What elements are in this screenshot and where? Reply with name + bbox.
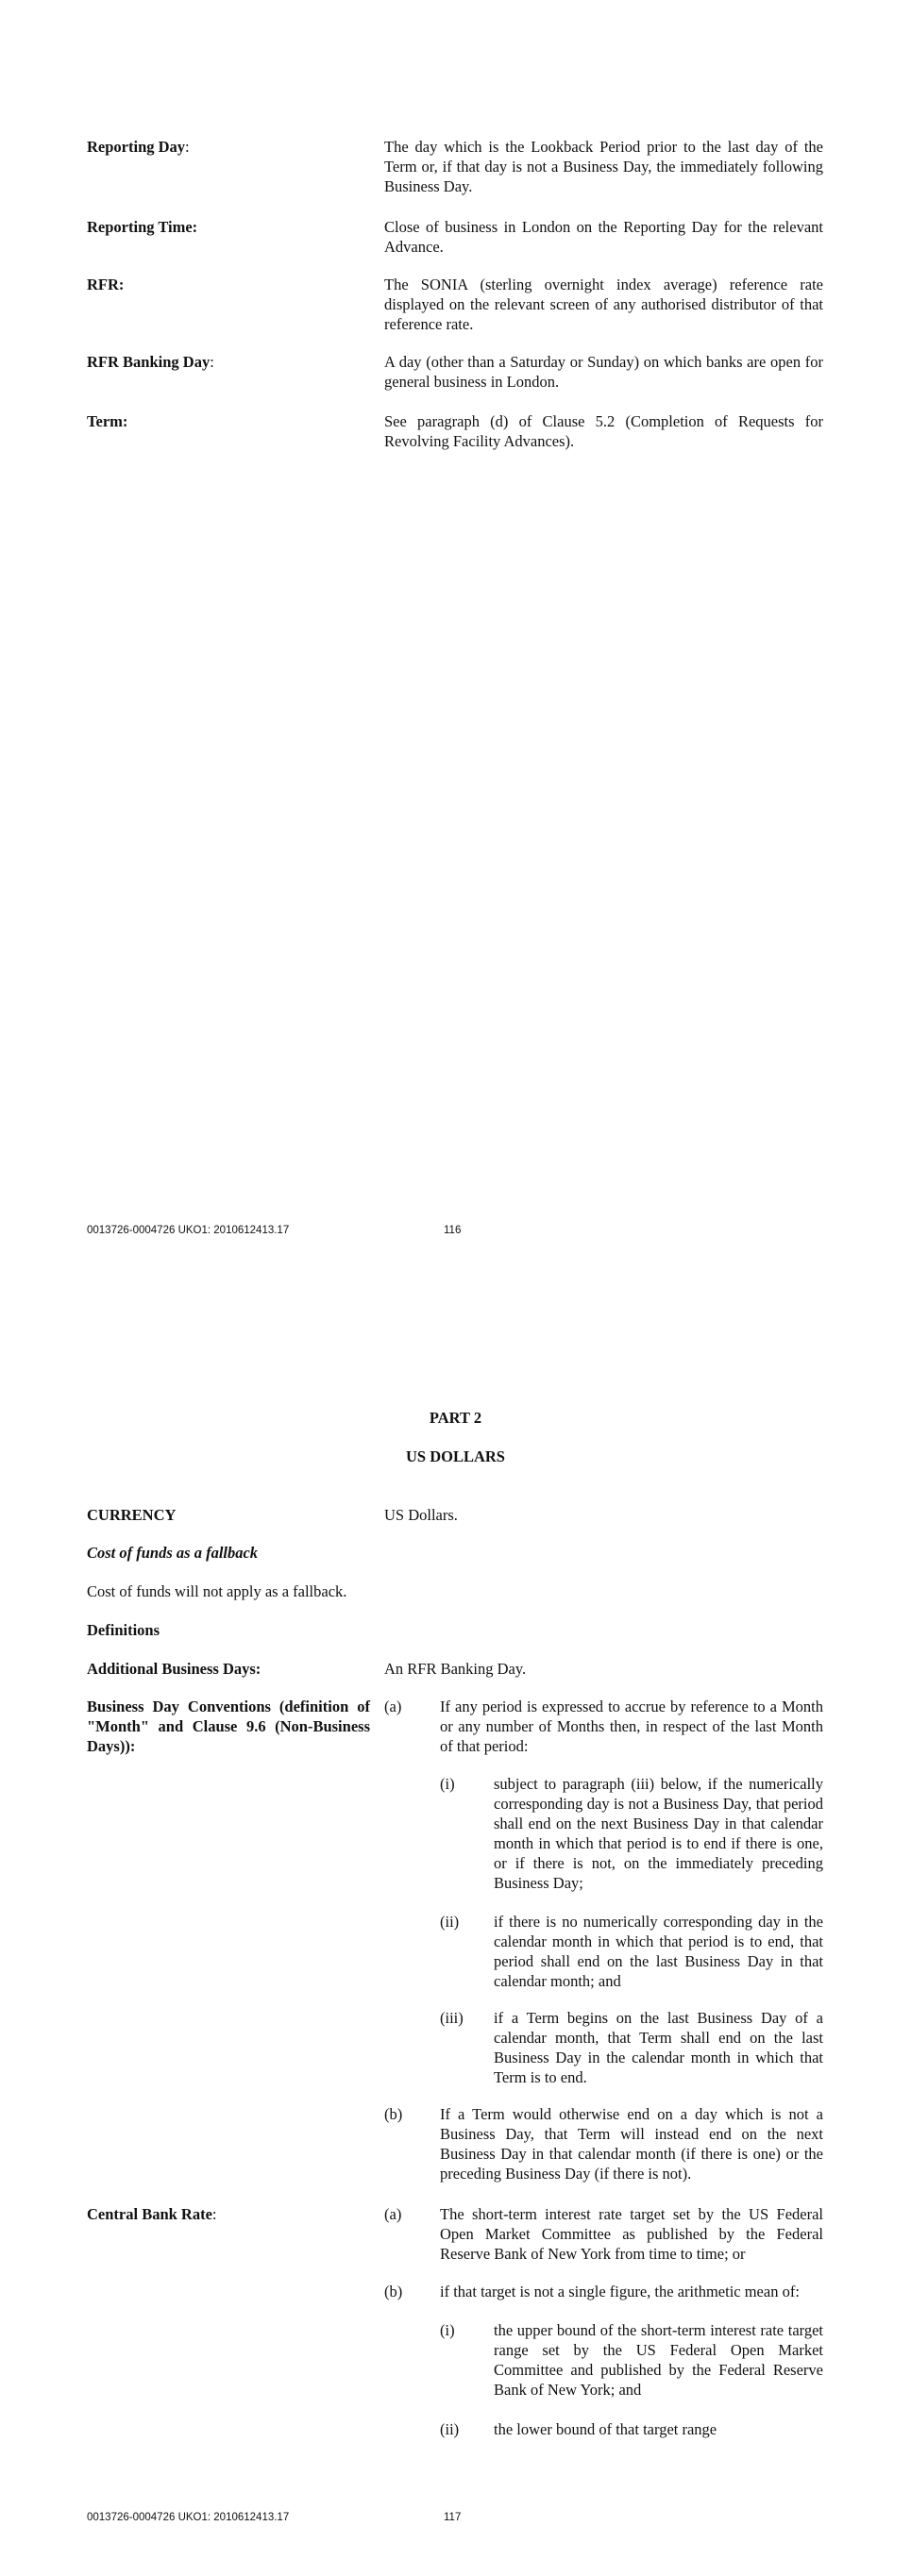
- paragraph-label: (a): [384, 1698, 402, 1715]
- term-label: Central Bank Rate:: [87, 2205, 217, 2223]
- subparagraph-text: if there is no numerically corresponding day in the calendar month in which that period is to end, that period shall end on the last Business Day in that calendar month; and: [494, 1913, 823, 1990]
- paragraph-text: The short-term interest rate target set by the US Federal Open Market Committee as published by the Federal Reserve Bank of New York from time to time; or: [440, 2205, 823, 2263]
- subparagraph-text: if a Term begins on the last Business Day of a calendar month, that Term shall end on the last Business Day in the calendar month in which that Term is to end.: [494, 2009, 823, 2086]
- term-label: Term:: [87, 412, 128, 430]
- cost-of-funds-text: Cost of funds will not apply as a fallback.: [87, 1582, 347, 1600]
- term-label: RFR:: [87, 276, 125, 293]
- definition-text: A day (other than a Saturday or Sunday) on which banks are open for general business in London.: [384, 353, 823, 391]
- subparagraph-text: the lower bound of that target range: [494, 2420, 717, 2438]
- definition-text: The SONIA (sterling overnight index average) reference rate displayed on the relevant screen of any authorised distributor of that reference rate.: [384, 276, 823, 333]
- page-number: 117: [444, 2512, 462, 2523]
- definition-text: US Dollars.: [384, 1506, 458, 1524]
- term-label: Reporting Day:: [87, 138, 190, 156]
- subparagraph-label: (ii): [440, 2420, 460, 2438]
- definition-text: See paragraph (d) of Clause 5.2 (Completion of Requests for Revolving Facility Advances).: [384, 412, 823, 450]
- subparagraph-label: (i): [440, 2321, 455, 2339]
- paragraph-label: (a): [384, 2205, 402, 2223]
- definition-text: The day which is the Lookback Period prior to the last day of the Term or, if that day is not a Business Day, the immediately following Business Day.: [384, 138, 823, 195]
- subparagraph-text: subject to paragraph (iii) below, if the numerically corresponding day is not a Business Day, that period shall end on the next Business Day in that calendar month in which that period is to end if there is one, or if there is not, on the immediately preceding Business Day;: [494, 1775, 823, 1892]
- paragraph-text: if that target is not a single figure, the arithmetic mean of:: [440, 2283, 800, 2300]
- paragraph-label: (b): [384, 2283, 403, 2300]
- term-label: Additional Business Days:: [87, 1660, 261, 1678]
- paragraph-text: If a Term would otherwise end on a day which is not a Business Day, that Term will instead end on the next Business Day in that calendar month (if there is one) or the preceding Business Day (if there is not).: [440, 2105, 823, 2183]
- definitions-heading: Definitions: [87, 1621, 160, 1639]
- section-title: US DOLLARS: [406, 1447, 505, 1465]
- document-reference: 0013726-0004726 UKO1: 2010612413.17: [87, 1225, 290, 1236]
- definition-text: An RFR Banking Day.: [384, 1660, 527, 1678]
- cost-of-funds-heading: Cost of funds as a fallback: [87, 1544, 259, 1562]
- term-label: Business Day Conventions (definition of "Month" and Clause 9.6 (Non-Business Days)):: [87, 1698, 370, 1755]
- subparagraph-label: (i): [440, 1775, 455, 1793]
- term-label: RFR Banking Day:: [87, 353, 214, 371]
- part-heading: PART 2: [429, 1409, 482, 1427]
- paragraph-label: (b): [384, 2105, 403, 2123]
- document-reference: 0013726-0004726 UKO1: 2010612413.17: [87, 2512, 290, 2523]
- definition-text: Close of business in London on the Reporting Day for the relevant Advance.: [384, 218, 823, 256]
- subparagraph-text: the upper bound of the short-term interest rate target range set by the US Federal Open Market Committee and published by the Federal Reserve Bank of New York; and: [494, 2321, 823, 2399]
- term-label: Reporting Time:: [87, 218, 198, 236]
- page-number: 116: [444, 1225, 462, 1236]
- term-label: CURRENCY: [87, 1506, 177, 1524]
- subparagraph-label: (ii): [440, 1913, 460, 1931]
- subparagraph-label: (iii): [440, 2009, 464, 2027]
- paragraph-text: If any period is expressed to accrue by reference to a Month or any number of Months then, in respect of the last Month of that period:: [440, 1698, 823, 1755]
